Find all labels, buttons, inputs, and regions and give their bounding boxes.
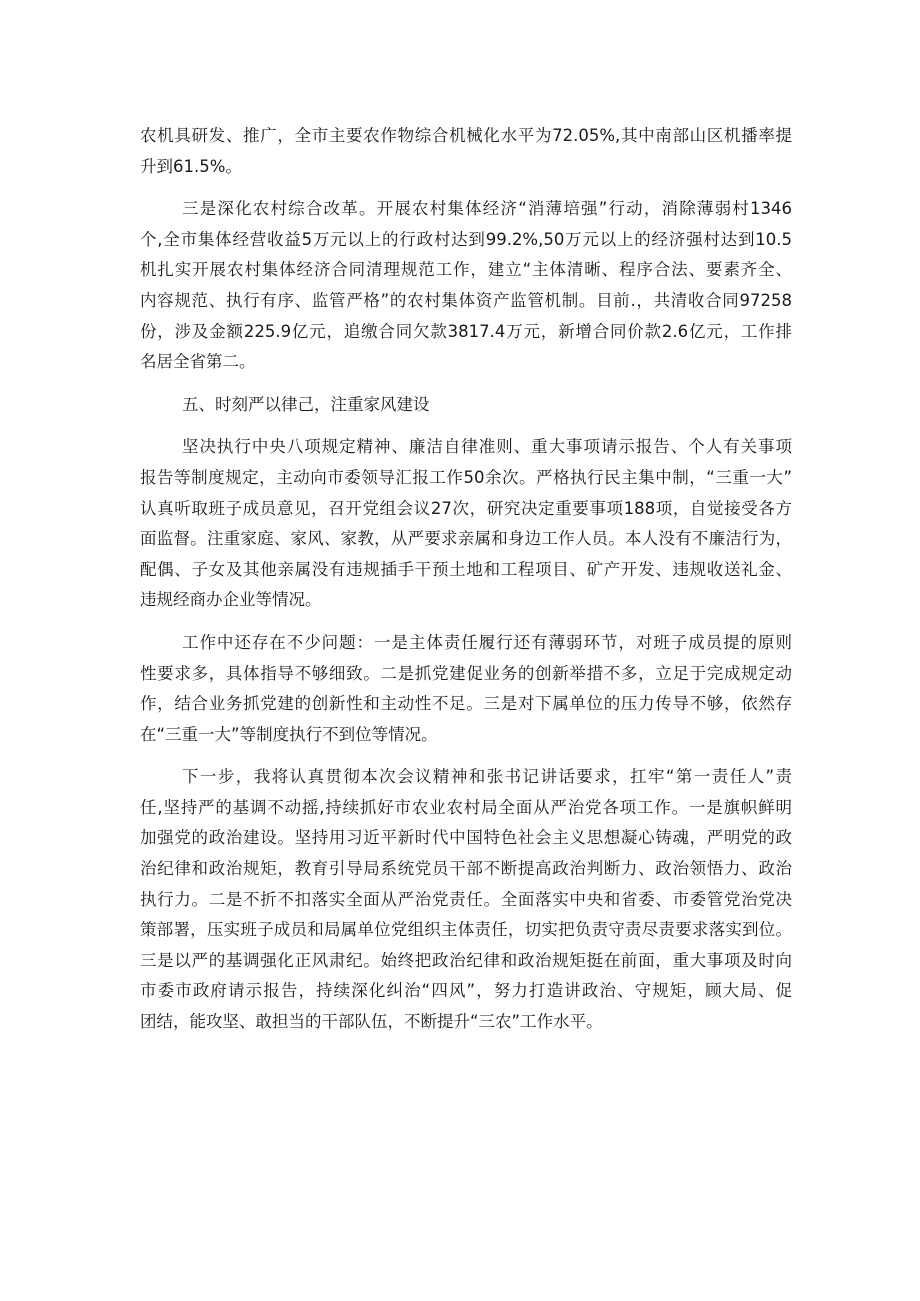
text-line: 性要求多，具体指导不够细致。二是抓党建促业务的创新举措不多，立足于完成规定动	[140, 663, 792, 683]
text-line: 内容规范、执行有序、监管严格”的农村集体资产监管机制。目前.，共清收合同97258	[140, 290, 792, 310]
text-line: 三是深化农村综合改革。开展农村集体经济“消薄培强”行动，消除薄弱村1346	[182, 199, 792, 219]
paragraph-next-steps	[140, 762, 792, 1037]
text-line: 面监督。注重家庭、家风、家教，从严要求亲属和身边工作人员。本人没有不廉洁行为，	[140, 529, 792, 549]
text-line: 在“三重一大”等制度执行不到位等情况。	[140, 724, 438, 744]
text-line: 机扎实开展农村集体经济合同清理规范工作，建立“主体清晰、程序合法、要素齐全、	[140, 260, 792, 280]
text-line: 坚决执行中央八项规定精神、廉洁自律准则、重大事项请示报告、个人有关事项	[182, 437, 792, 457]
text-line: 工作中还存在不少问题：一是主体责任履行还有薄弱环节，对班子成员提的原则	[182, 632, 792, 652]
text-line: 三是以严的基调强化正风肃纪。始终把政治纪律和政治规矩挺在前面，重大事项及时向	[140, 950, 792, 970]
paragraph-mechanization	[140, 121, 792, 182]
text-line: 加强党的政治建设。坚持用习近平新时代中国特色社会主义思想凝心铸魂，严明党的政	[140, 828, 792, 848]
text-line: 升到61.5%。	[140, 156, 242, 176]
text-line: 农机具研发、推广，全市主要农作物综合机械化水平为72.05%,其中南部山区机播率提	[140, 126, 792, 145]
section-heading-five	[140, 390, 792, 421]
paragraph-discipline	[140, 432, 792, 616]
text-line: 认真听取班子成员意见，召开党组会议27次，研究决定重要事项188项，自觉接受各方	[140, 498, 792, 518]
text-line: 下一步，我将认真贯彻本次会议精神和张书记讲话要求，扛牢“第一责任人”责	[182, 767, 792, 787]
text-line: 个,全市集体经营收益5万元以上的行政村达到99.2%,50万元以上的经济强村达到10.5	[140, 229, 792, 249]
text-line: 名居全省第二。	[140, 352, 256, 372]
section-heading: 五、时刻严以律己，注重家风建设	[182, 394, 430, 414]
text-line: 作，结合业务抓党建的创新性和主动性不足。三是对下属单位的压力传导不够，依然存	[140, 694, 792, 714]
text-line: 配偶、子女及其他亲属没有违规插手干预土地和工程项目、矿产开发、违规收送礼金、	[140, 559, 792, 579]
paragraph-problems	[140, 628, 792, 750]
text-line: 团结，能攻坚、敢担当的干部队伍，不断提升“三农”工作水平。	[140, 1012, 603, 1032]
text-line: 违规经商办企业等情况。	[140, 590, 322, 610]
text-line: 市委市政府请示报告，持续深化纠治“四风”，努力打造讲政治、守规矩，顾大局、促	[140, 981, 792, 1001]
text-line: 治纪律和政治规矩，教育引导局系统党员干部不断提高政治判断力、政治领悟力、政治	[140, 859, 792, 879]
document-body	[140, 121, 792, 1038]
text-line: 执行力。二是不折不扣落实全面从严治党责任。全面落实中央和省委、市委管党治党决	[140, 889, 792, 909]
text-line: 报告等制度规定，主动向市委领导汇报工作50余次。严格执行民主集中制，“三重一大”	[140, 467, 792, 487]
text-line: 策部署，压实班子成员和局属单位党组织主体责任，切实把负责守责尽责要求落实到位。	[140, 920, 792, 940]
text-line: 份，涉及金额225.9亿元，追缴合同欠款3817.4万元，新增合同价款2.6亿元，工作排	[140, 321, 792, 341]
paragraph-rural-reform	[140, 194, 792, 378]
text-line: 任,坚持严的基调不动摇,持续抓好市农业农村局全面从严治党各项工作。一是旗帜鲜明	[140, 797, 792, 817]
